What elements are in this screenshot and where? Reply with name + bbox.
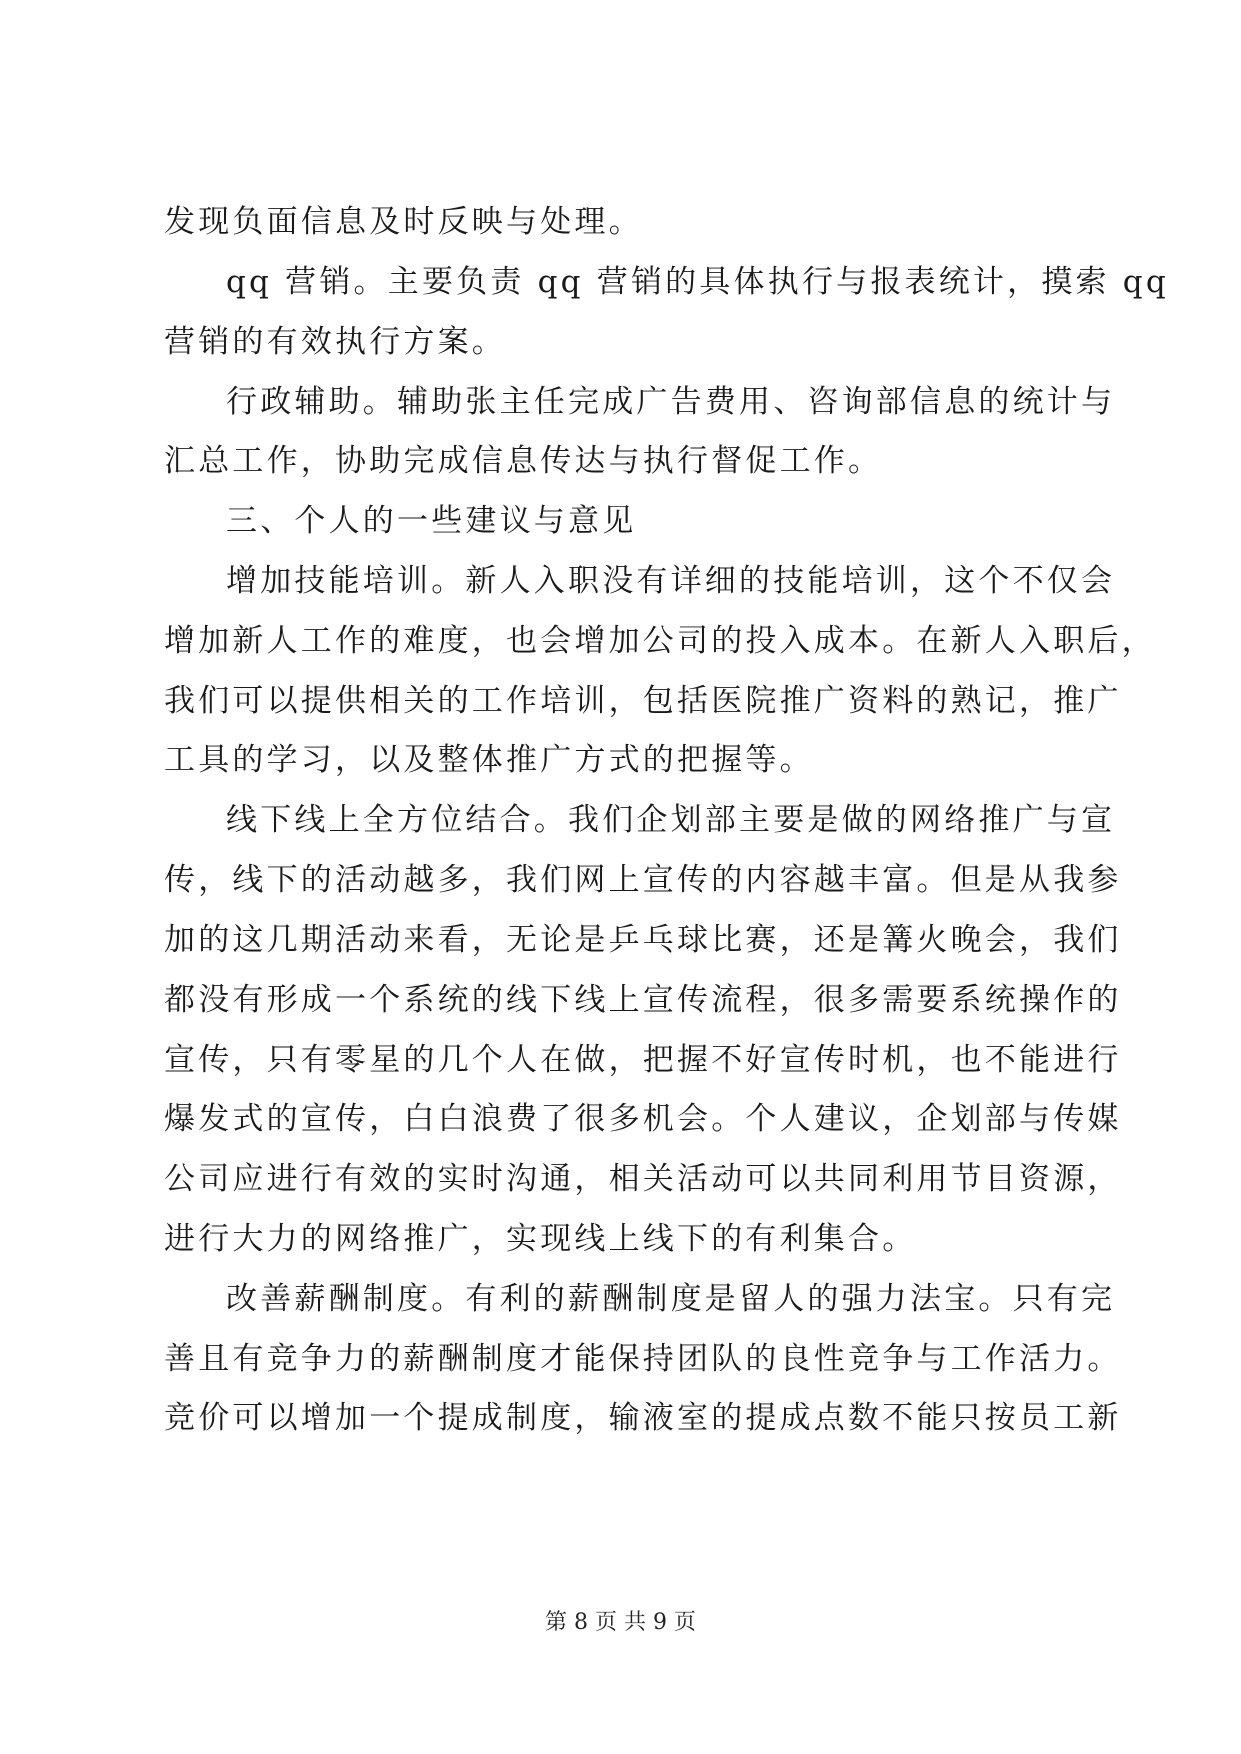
- text-line: 传，线下的活动越多，我们网上宣传的内容越丰富。但是从我参: [164, 862, 1122, 898]
- text-line: 线下线上全方位结合。我们企划部主要是做的网络推广与宣: [226, 802, 1116, 838]
- text-line: 增加技能培训。新人入职没有详细的技能培训，这个不仅会: [226, 563, 1116, 599]
- text-line: 竞价可以增加一个提成制度，输液室的提成点数不能只按员工新: [164, 1400, 1122, 1436]
- text-line: 进行大力的网络推广，实现线上线下的有利集合。: [164, 1221, 917, 1257]
- text-line: 工具的学习，以及整体推广方式的把握等。: [164, 742, 814, 778]
- page-number-footer: 第 8 页 共 9 页: [545, 1610, 696, 1635]
- text-line: 发现负面信息及时反映与处理。: [164, 204, 643, 240]
- text-line: 公司应进行有效的实时沟通，相关活动可以共同利用节目资源，: [164, 1161, 1122, 1197]
- text-line: 汇总工作，协助完成信息传达与执行督促工作。: [164, 443, 883, 479]
- text-line: 增加新人工作的难度，也会增加公司的投入成本。在新人入职后，: [164, 623, 1156, 659]
- text-line: 宣传，只有零星的几个人在做，把握不好宣传时机，也不能进行: [164, 1042, 1122, 1078]
- text-line: 爆发式的宣传，白白浪费了很多机会。个人建议，企划部与传媒: [164, 1101, 1122, 1137]
- text-line: qq 营销。主要负责 qq 营销的具体执行与报表统计，摸索 qq: [226, 264, 1169, 300]
- text-line: 改善薪酬制度。有利的薪酬制度是留人的强力法宝。只有完: [226, 1281, 1116, 1317]
- section-heading: 三、个人的一些建议与意见: [226, 503, 637, 539]
- text-line: 都没有形成一个系统的线下线上宣传流程，很多需要系统操作的: [164, 982, 1122, 1018]
- text-line: 加的这几期活动来看，无论是乒乓球比赛，还是篝火晚会，我们: [164, 922, 1122, 958]
- text-line: 我们可以提供相关的工作培训，包括医院推广资料的熟记，推广: [164, 683, 1122, 719]
- text-line: 行政辅助。辅助张主任完成广告费用、咨询部信息的统计与: [226, 384, 1116, 420]
- text-line: 善且有竞争力的薪酬制度才能保持团队的良性竞争与工作活力。: [164, 1341, 1122, 1377]
- text-line: 营销的有效执行方案。: [164, 324, 506, 360]
